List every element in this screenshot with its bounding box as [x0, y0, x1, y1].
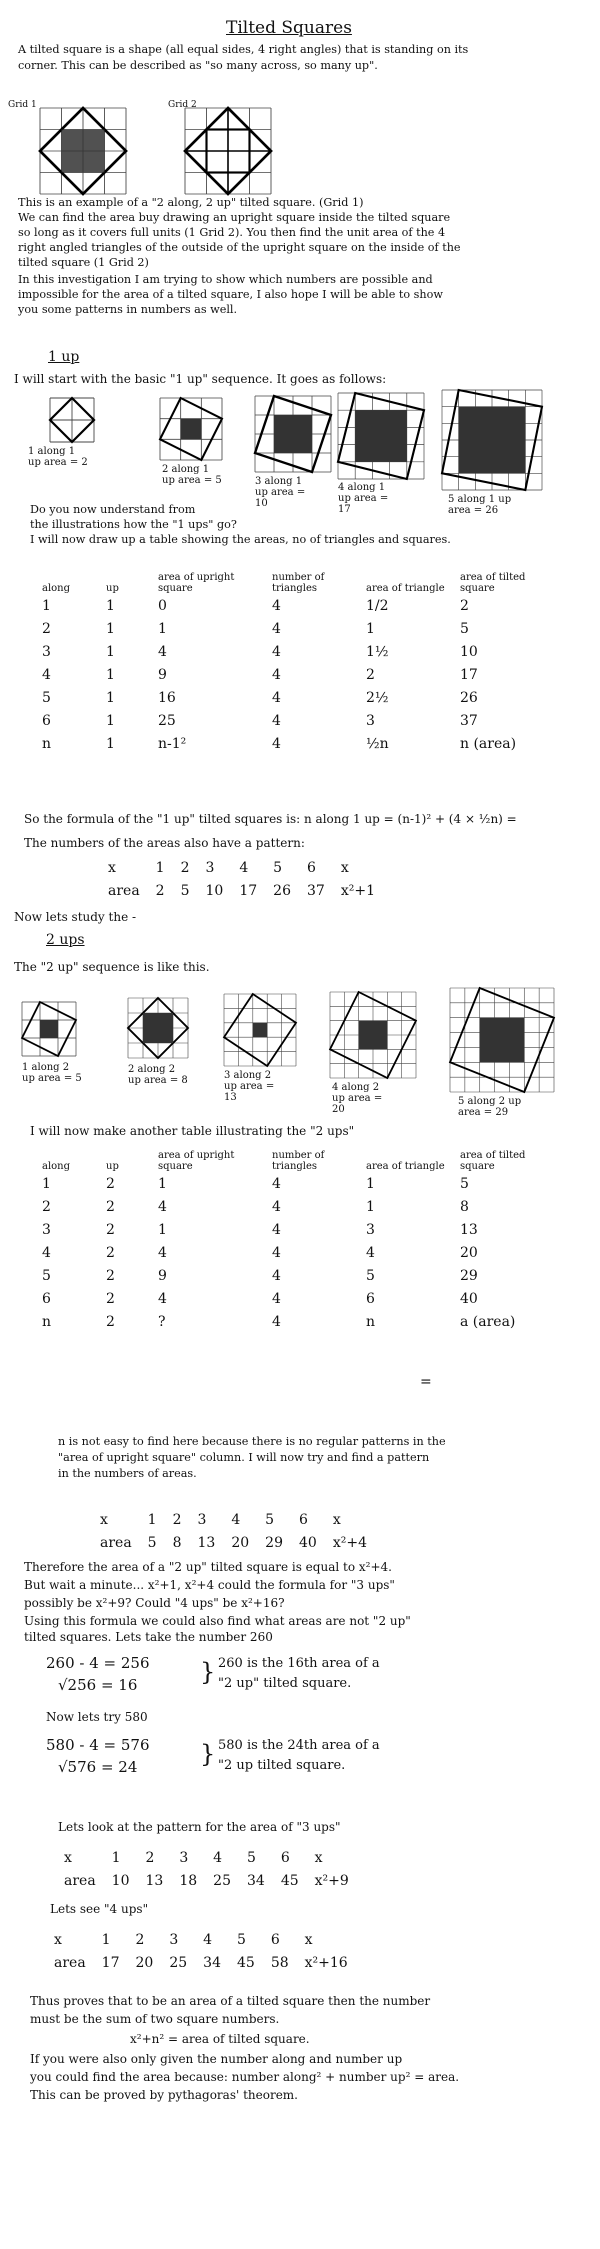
table-1-ups [40, 572, 540, 755]
sequence-cell: 13 [197, 1534, 216, 1551]
sequence-cell: x [314, 1849, 323, 1866]
table-1-header-upright: area of upright square [158, 572, 235, 594]
caption-2-along-2-up: 2 along 2 up area = 8 [128, 1064, 188, 1086]
sequence-cell: x²+4 [332, 1534, 367, 1551]
sequence-cell: area [108, 882, 140, 899]
sequence-cell: x [54, 1931, 62, 1948]
sequence-area-row [56, 1869, 357, 1892]
sequence-cell: 25 [169, 1954, 188, 1971]
final-line-3: x²+n² = area of tilted square. [130, 2032, 310, 2046]
table-row [40, 617, 540, 640]
sequence-area-row [92, 1531, 375, 1554]
grid-1-label: Grid 1 [8, 100, 37, 110]
table-row [40, 1218, 560, 1241]
table-cell: ½n [366, 735, 389, 752]
section-2-conclusion-3: possibly be x²+9? Could "4 ups" be x²+16? [24, 1596, 285, 1610]
2-along-2-up-figure [128, 998, 188, 1058]
explanation-line-3: so long as it covers full units (1 Grid 2). You then find the unit area of the 4 [18, 226, 446, 239]
table-cell: 4 [272, 1198, 281, 1215]
table-cell: 13 [460, 1221, 478, 1238]
grid-2-label: Grid 2 [168, 100, 197, 110]
table-cell: 1/2 [366, 597, 389, 614]
table-cell: n [366, 1313, 376, 1330]
table-1-header-triangle-area: area of triangle [366, 583, 445, 594]
table-cell: n (area) [460, 735, 517, 752]
table-cell: 4 [272, 1175, 281, 1192]
sequence-cell: 5 [147, 1534, 157, 1551]
sequence-cell: 26 [273, 882, 291, 899]
table-cell: 4 [272, 643, 281, 660]
table-cell: ? [158, 1313, 166, 1330]
sequence-cell: 5 [180, 882, 190, 899]
table-cell: 2 [106, 1267, 115, 1284]
table-cell: 4 [42, 1244, 51, 1261]
sequence-cell: x [304, 1931, 313, 1948]
calc-260-brace: } [200, 1658, 216, 1686]
table-row [40, 1287, 560, 1310]
calc-260-note-1: 260 is the 16th area of a [218, 1656, 380, 1671]
caption-5-along-1-up: 5 along 1 up area = 26 [448, 494, 512, 516]
sequence-cell: x²+9 [314, 1872, 349, 1889]
table-cell: 4 [272, 1221, 281, 1238]
table-cell: 4 [158, 1290, 167, 1307]
table-cell: 2 [106, 1290, 115, 1307]
table-cell: 6 [366, 1290, 375, 1307]
table-cell: 4 [272, 1313, 281, 1330]
sequence-cell: 1 [155, 859, 165, 876]
table-2-header-row [40, 1150, 560, 1172]
table-2-header-triangles: number of triangles [272, 1150, 325, 1172]
table-cell: 25 [158, 712, 176, 729]
table-cell: 29 [460, 1267, 478, 1284]
table-cell: n [42, 735, 52, 752]
table-cell: 2 [42, 1198, 51, 1215]
section-2-lead: Now lets study the - [14, 910, 137, 924]
3-along-1-up-figure [255, 396, 331, 472]
calc-580-note-1: 580 is the 24th area of a [218, 1738, 380, 1753]
table-cell: 2 [366, 666, 375, 683]
sequence-cell: 45 [236, 1954, 255, 1971]
sequence-cell: x [64, 1849, 72, 1866]
calc-260-line-2: √256 = 16 [58, 1676, 138, 1694]
table-cell: 6 [42, 712, 51, 729]
sequence-cell: 17 [101, 1954, 120, 1971]
table-cell: 4 [272, 620, 281, 637]
table-cell: 1 [106, 689, 115, 706]
table-row [40, 1264, 560, 1287]
sequence-cell: area [54, 1954, 86, 1971]
table-2-header-tilted-area: area of tilted square [460, 1150, 526, 1172]
table-cell: 40 [460, 1290, 478, 1307]
table-cell: 10 [460, 643, 478, 660]
caption-4-along-1-up: 4 along 1 up area = 17 [338, 482, 389, 515]
sequence-cell: 45 [280, 1872, 299, 1889]
section-2-conclusion-4: Using this formula we could also find what areas are not "2 up" [24, 1614, 411, 1628]
section-1-lead: I will start with the basic "1 up" sequence. It goes as follows: [14, 372, 387, 386]
caption-3-along-1-up: 3 along 1 up area = 10 [255, 476, 306, 509]
sequence-cell: 6 [299, 1511, 308, 1528]
final-line-5: you could find the area because: number along² + number up² = area. [30, 2070, 460, 2084]
table-2-equals: = [420, 1374, 432, 1390]
caption-5-along-2-up: 5 along 2 up area = 29 [458, 1096, 522, 1118]
table-cell: 0 [158, 597, 167, 614]
table-cell: 4 [158, 1198, 167, 1215]
sequence-cell: 37 [307, 882, 325, 899]
section-2-note-3: in the numbers of areas. [58, 1467, 197, 1480]
table-cell: 2½ [366, 689, 389, 706]
table-cell: 4 [272, 666, 281, 683]
calc-580-line-2: √576 = 24 [58, 1758, 138, 1776]
section-3-lead: Lets look at the pattern for the area of "3 ups" [58, 1820, 341, 1834]
sequence-cell: 3 [169, 1931, 179, 1948]
table-cell: 4 [272, 712, 281, 729]
section-2-table-lead: I will now make another table illustrating the "2 ups" [30, 1124, 355, 1138]
table-2-header-upright: area of upright square [158, 1150, 235, 1172]
table-1-header-up: up [106, 583, 119, 594]
table-row [40, 686, 540, 709]
table-row [40, 1195, 560, 1218]
table-cell: 2 [460, 597, 469, 614]
table-cell: 4 [272, 1267, 281, 1284]
sequence-cell: 20 [231, 1534, 250, 1551]
explanation-line-5: tilted square (1 Grid 2) [18, 256, 149, 269]
sequence-cell: 10 [205, 882, 224, 899]
table-cell: 26 [460, 689, 478, 706]
explanation-line-8: you some patterns in numbers as well. [18, 303, 238, 316]
4-along-1-up-figure [338, 393, 424, 479]
table-cell: 5 [42, 1267, 51, 1284]
sequence-cell: 1 [101, 1931, 111, 1948]
table-cell: 1 [106, 643, 115, 660]
explanation-line-2: We can find the area buy drawing an upright square inside the tilted square [18, 211, 451, 224]
sequence-cell: 6 [270, 1931, 280, 1948]
final-line-4: If you were also only given the number along and number up [30, 2052, 403, 2066]
table-cell: 3 [42, 1221, 51, 1238]
section-2-conclusion-5: tilted squares. Lets take the number 260 [24, 1630, 273, 1644]
section-3-area-sequence [56, 1846, 357, 1892]
table-cell: 1 [106, 620, 115, 637]
explanation-line-6: In this investigation I am trying to show which numbers are possible and [18, 273, 433, 286]
table-row [40, 709, 540, 732]
table-cell: 2 [106, 1198, 115, 1215]
sequence-cell: 58 [270, 1954, 289, 1971]
caption-3-along-2-up: 3 along 2 up area = 13 [224, 1070, 275, 1103]
table-cell: 37 [460, 712, 478, 729]
calc-580-line-1: 580 - 4 = 576 [46, 1736, 150, 1754]
sequence-cell: x [340, 859, 349, 876]
table-cell: n [42, 1313, 52, 1330]
caption-4-along-2-up: 4 along 2 up area = 20 [332, 1082, 383, 1115]
sequence-cell: 6 [307, 859, 316, 876]
table-cell: 1 [158, 1221, 167, 1238]
table-cell: 8 [460, 1198, 469, 1215]
sequence-cell: 5 [236, 1931, 246, 1948]
calc-580-note-2: "2 up tilted square. [218, 1758, 346, 1773]
3-along-2-up-figure [224, 994, 296, 1066]
final-line-6: This can be proved by pythagoras' theorem. [30, 2088, 298, 2102]
table-cell: 4 [272, 689, 281, 706]
table-cell: 1 [366, 620, 375, 637]
explanation-line-1: This is an example of a "2 along, 2 up" tilted square. (Grid 1) [18, 196, 364, 209]
sequence-cell: 5 [265, 1511, 275, 1528]
table-cell: 2 [106, 1313, 115, 1330]
sequence-cell: 3 [205, 859, 215, 876]
table-cell: n-1² [158, 735, 187, 752]
section-4-lead: Lets see "4 ups" [50, 1902, 149, 1916]
table-cell: 2 [42, 620, 51, 637]
table-row [40, 732, 540, 755]
sequence-cell: x²+16 [304, 1954, 348, 1971]
table-row [40, 594, 540, 617]
1-along-1-up-figure [50, 398, 94, 442]
final-line-1: Thus proves that to be an area of a tilted square then the number [30, 1994, 431, 2008]
table-2-header-triangle-area: area of triangle [366, 1161, 445, 1172]
section-2-intro: The "2 up" sequence is like this. [14, 960, 210, 974]
section-1-pattern-lead: The numbers of the areas also have a pattern: [24, 836, 305, 850]
section-1-formula: So the formula of the "1 up" tilted squares is: n along 1 up = (n-1)² + (4 × ½n) = [24, 812, 517, 826]
caption-2-along-1-up: 2 along 1 up area = 5 [162, 464, 222, 486]
grid-1-tilted-square-figure [40, 108, 126, 194]
sequence-cell: 4 [231, 1511, 241, 1528]
sequence-x-row [56, 1846, 357, 1869]
table-cell: 1 [106, 597, 115, 614]
table-cell: 5 [460, 1175, 469, 1192]
table-cell: 6 [42, 1290, 51, 1307]
section-2-heading: 2 ups [46, 932, 85, 948]
intro-line-1: A tilted square is a shape (all equal sides, 4 right angles) that is standing on its [18, 43, 469, 56]
table-cell: 5 [460, 620, 469, 637]
sequence-area-row [46, 1951, 356, 1974]
table-cell: 20 [460, 1244, 478, 1261]
table-cell: a (area) [460, 1313, 516, 1330]
sequence-cell: x [332, 1511, 341, 1528]
sequence-x-row [92, 1508, 375, 1531]
table-row [40, 1172, 560, 1195]
5-along-2-up-figure [450, 988, 554, 1092]
sequence-cell: 2 [135, 1931, 145, 1948]
table-cell: 4 [158, 1244, 167, 1261]
sequence-cell: 6 [280, 1849, 290, 1866]
table-cell: 4 [366, 1244, 375, 1261]
sequence-cell: 4 [239, 859, 249, 876]
1-along-2-up-figure [22, 1002, 76, 1056]
calc-260-note-2: "2 up" tilted square. [218, 1676, 352, 1691]
explanation-line-4: right angled triangles of the outside of the upright square on the inside of the [18, 241, 461, 254]
sequence-cell: 2 [145, 1849, 155, 1866]
sequence-cell: 40 [299, 1534, 317, 1551]
table-row [40, 663, 540, 686]
sequence-cell: 29 [265, 1534, 283, 1551]
table-cell: 4 [272, 1290, 281, 1307]
sequence-cell: 17 [239, 882, 258, 899]
table-cell: 3 [366, 712, 375, 729]
calc-580-brace: } [200, 1740, 216, 1768]
sequence-cell: 34 [203, 1954, 221, 1971]
sequence-cell: 2 [155, 882, 165, 899]
table-cell: 4 [42, 666, 51, 683]
table-cell: 5 [42, 689, 51, 706]
4-along-2-up-figure [330, 992, 416, 1078]
table-cell: 1½ [366, 643, 389, 660]
sequence-cell: 3 [197, 1511, 207, 1528]
section-1-heading: 1 up [48, 349, 80, 365]
sequence-cell: 2 [180, 859, 190, 876]
section-2-note-1: n is not easy to find here because there is no regular patterns in the [58, 1435, 446, 1448]
calc-260-line-1: 260 - 4 = 256 [46, 1654, 150, 1672]
table-cell: 1 [366, 1198, 375, 1215]
sequence-cell: 5 [246, 1849, 256, 1866]
sequence-cell: x [108, 859, 116, 876]
sequence-x-row [100, 856, 383, 879]
table-cell: 1 [158, 1175, 167, 1192]
caption-1-along-1-up: 1 along 1 up area = 2 [28, 446, 88, 468]
table-2-ups [40, 1150, 560, 1333]
table-cell: 2 [106, 1175, 115, 1192]
sequence-cell: 1 [147, 1511, 157, 1528]
sequence-cell: 10 [111, 1872, 130, 1889]
table-cell: 1 [366, 1175, 375, 1192]
section-4-area-sequence [46, 1928, 356, 1974]
table-cell: 2 [106, 1221, 115, 1238]
table-cell: 9 [158, 1267, 167, 1284]
table-cell: 1 [106, 666, 115, 683]
final-line-2: must be the sum of two square numbers. [30, 2012, 280, 2026]
sequence-cell: x [100, 1511, 108, 1528]
sequence-cell: 20 [135, 1954, 154, 1971]
2-along-1-up-figure [160, 398, 222, 460]
table-cell: 4 [272, 597, 281, 614]
sequence-cell: area [100, 1534, 132, 1551]
caption-1-along-2-up: 1 along 2 up area = 5 [22, 1062, 82, 1084]
sequence-cell: x²+1 [340, 882, 375, 899]
section-2-conclusion-2: But wait a minute... x²+1, x²+4 could the formula for "3 ups" [24, 1578, 395, 1592]
5-along-1-up-figure [442, 390, 542, 490]
intro-line-2: corner. This can be described as "so many across, so many up". [18, 59, 378, 72]
sequence-cell: 3 [179, 1849, 189, 1866]
table-1-header-triangles: number of triangles [272, 572, 325, 594]
sequence-cell: 5 [273, 859, 283, 876]
table-cell: 1 [106, 735, 115, 752]
sequence-cell: area [64, 1872, 96, 1889]
page-title: Tilted Squares [226, 18, 352, 38]
section-1-question-3: I will now draw up a table showing the areas, no of triangles and squares. [30, 533, 451, 546]
table-1-header-row [40, 572, 540, 594]
sequence-cell: 4 [213, 1849, 223, 1866]
section-2-note-2: "area of upright square" column. I will now try and find a pattern [58, 1451, 430, 1464]
table-cell: 4 [272, 735, 281, 752]
table-row [40, 640, 540, 663]
sequence-area-row [100, 879, 383, 902]
sequence-cell: 2 [172, 1511, 182, 1528]
sequence-cell: 18 [179, 1872, 198, 1889]
section-1-question-1: Do you now understand from [30, 503, 196, 516]
grid-2-tilted-square-figure [185, 108, 271, 194]
table-cell: 1 [106, 712, 115, 729]
sequence-cell: 4 [203, 1931, 213, 1948]
table-cell: 1 [42, 597, 51, 614]
table-cell: 1 [42, 1175, 51, 1192]
table-cell: 2 [106, 1244, 115, 1261]
explanation-line-7: impossible for the area of a tilted square, I also hope I will be able to show [18, 288, 443, 301]
table-cell: 4 [272, 1244, 281, 1261]
section-2-area-sequence [92, 1508, 375, 1554]
table-cell: 5 [366, 1267, 375, 1284]
section-1-question-2: the illustrations how the "1 ups" go? [30, 518, 237, 531]
table-cell: 4 [158, 643, 167, 660]
table-cell: 3 [366, 1221, 375, 1238]
table-row [40, 1241, 560, 1264]
sequence-cell: 1 [111, 1849, 121, 1866]
table-cell: 17 [460, 666, 478, 683]
sequence-cell: 13 [145, 1872, 164, 1889]
table-2-header-up: up [106, 1161, 119, 1172]
table-1-header-tilted-area: area of tilted square [460, 572, 526, 594]
table-cell: 3 [42, 643, 51, 660]
try-580-lead: Now lets try 580 [46, 1710, 148, 1724]
section-1-area-sequence [100, 856, 383, 902]
table-cell: 1 [158, 620, 167, 637]
table-1-header-along: along [42, 583, 71, 594]
sequence-cell: 25 [213, 1872, 231, 1889]
section-2-conclusion-1: Therefore the area of a "2 up" tilted square is equal to x²+4. [24, 1560, 392, 1574]
table-row [40, 1310, 560, 1333]
table-cell: 16 [158, 689, 176, 706]
sequence-cell: 8 [172, 1534, 182, 1551]
table-2-header-along: along [42, 1161, 71, 1172]
sequence-x-row [46, 1928, 356, 1951]
table-cell: 9 [158, 666, 167, 683]
sequence-cell: 34 [246, 1872, 265, 1889]
